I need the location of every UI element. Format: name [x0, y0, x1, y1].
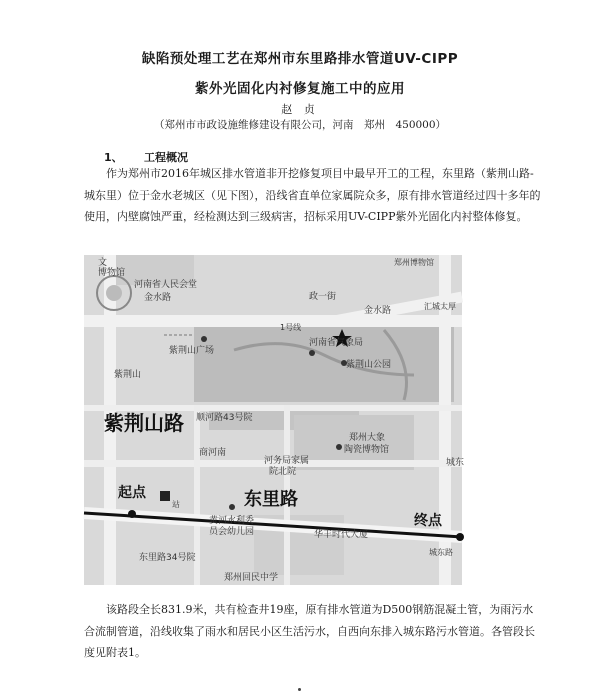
start-point — [128, 510, 136, 518]
author: 赵 贞 — [281, 103, 319, 116]
label-shunhe: 顺河路43号院 — [196, 413, 253, 423]
page-mark — [298, 688, 301, 691]
label-daxiang: 郑州大象 — [349, 433, 386, 443]
label-huaxin: 华丰时代大厦 — [314, 530, 369, 540]
label-chengdong: 城东 — [446, 458, 465, 468]
label-dongli-road: 东里路 — [244, 489, 298, 510]
paragraph-text: 作为郑州市2016年城区排水管道非开挖修复项目中最早开工的工程，东里路（紫荆山路-城东里）位于金水老城区（见下图），沿线省直单位家属院众多，原有排水管道经过四十多年的使用，内壁腐蚀严重，经检测达到三级病害，招标采用UV-CIPP紫外光固化内衬整体修复。 — [84, 167, 541, 223]
label-end: 终点 — [414, 513, 442, 529]
label-bowuguan: 博物馆 — [98, 268, 126, 278]
label-shanghe: 商河南 — [199, 448, 227, 458]
end-point — [456, 533, 464, 541]
label-daxiang-sub: 陶瓷博物馆 — [344, 445, 390, 455]
label-school: 郑州回民中学 — [224, 573, 279, 583]
label-chengdong-road: 城东路 — [429, 548, 453, 557]
paragraph-text: 该路段全长831.9米，共有检查井19座，原有排水管道为D500钢筋混凝土管，为雨污水合流制管道，沿线收集了雨水和居民小区生活污水，自西向东排入城东路污水管道。各管段长度见附表1。 — [84, 603, 535, 659]
poi-icon — [201, 336, 207, 342]
station-marker — [160, 491, 170, 501]
label-top-right: 郑州博物馆 — [394, 258, 434, 267]
label-station: 站 — [172, 500, 180, 509]
poi-icon — [229, 504, 235, 510]
label-shengrenmin: 河南省人民会堂 — [134, 280, 198, 290]
paper-title-line1: 缺陷预处理工艺在郑州市东里路排水管道UV-CIPP — [141, 51, 459, 67]
paper-title-line2: 紫外光固化内衬修复施工中的应用 — [195, 81, 405, 97]
label-jinshui-right: 金水路 — [364, 306, 392, 316]
label-qixiang: 河南省气象局 — [309, 338, 364, 348]
label-line1: 1号线 — [280, 323, 302, 332]
label-hewu-sub: 院北院 — [269, 467, 297, 477]
label-dongli34: 东里路34号院 — [139, 553, 196, 563]
section-number: 1、 — [104, 151, 123, 164]
label-huicheng: 汇城太厚 — [424, 302, 456, 311]
label-jinshui-left: 金水路 — [144, 293, 172, 303]
affiliation: （郑州市市政设施维修建设有限公司，河南 郑州 450000） — [153, 119, 447, 131]
map-svg — [84, 255, 465, 585]
jinshui-road — [84, 315, 462, 327]
label-huanghe-sub: 员会幼儿园 — [209, 527, 255, 537]
location-map — [84, 255, 465, 585]
roundabout-center — [106, 285, 122, 301]
paragraph-length — [84, 599, 544, 664]
label-huanghe: 黄河水利委 — [209, 516, 255, 526]
label-start: 起点 — [118, 485, 146, 501]
label-zijinshan-park: 紫荆山公园 — [346, 360, 392, 370]
poi-icon — [336, 444, 342, 450]
poi-icon — [309, 350, 315, 356]
label-zhengyi: 政一街 — [309, 292, 337, 302]
label-zijinshan: 紫荆山 — [114, 370, 142, 380]
section-title: 工程概况 — [144, 151, 188, 164]
label-hewu: 河务局家属 — [264, 456, 310, 466]
label-road-big: 紫荆山路 — [104, 411, 184, 435]
label-zijinshan-square: 紫荆山广场 — [169, 346, 215, 356]
label-wen: 文 — [98, 258, 108, 268]
paragraph-intro — [84, 163, 544, 228]
